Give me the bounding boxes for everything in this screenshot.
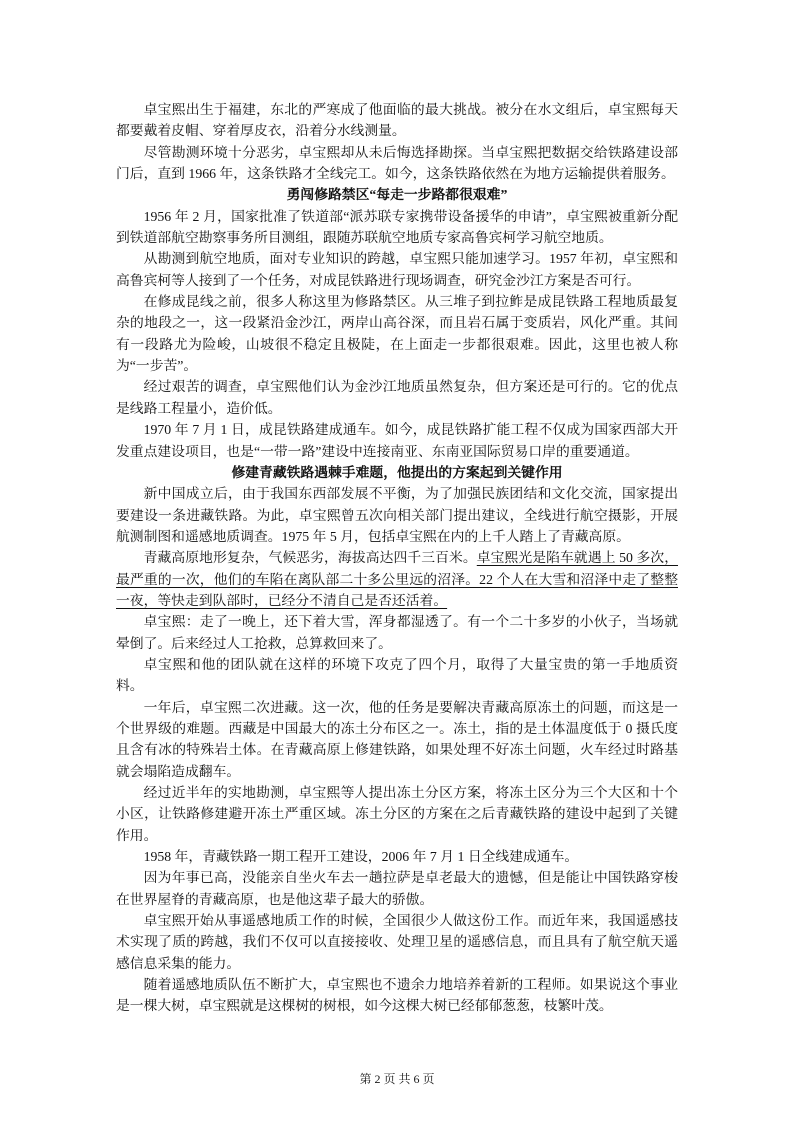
paragraph-quote-night-march: 卓宝熙：走了一晚上，还下着大雪，浑身都湿透了。有一个二十多岁的小伙子，当场就晕倒了。后来经过人工抢救，总算救回来了。 <box>116 614 678 651</box>
paragraph-aerial-geology-assignment: 1956 年 2 月，国家批准了铁道部“派苏联专家携带设备援华的申请”，卓宝熙被重新分配到铁道部航空勘察事务所目测组，跟随苏联航空地质专家高鲁宾柯学习航空地质。 <box>116 208 678 246</box>
intro-section <box>116 99 678 184</box>
intro-paragraph-railway-completion: 尽管勘测环境十分恶劣，卓宝熙却从未后悔选择勘探。当卓宝熙把数据交给铁路建设部门后，直到 1966 年，这条铁路才全线完工。如今，这条铁路依然在为地方运输提供着服务。 <box>116 144 678 182</box>
paragraph-chengkun-opening: 1970 年 7 月 1 日，成昆铁路建成通车。如今，成昆铁路扩能工程不仅成为国家西部大开发重点建设项目，也是“一带一路”建设中连接南亚、东南亚国际贸易口岸的重要通道。 <box>116 422 678 459</box>
section-forbidden-zone <box>116 184 678 461</box>
paragraph-remote-sensing-progress: 卓宝熙开始从事遥感地质工作的时候，全国很少人做这份工作。而近年来，我国遥感技术实现了质的跨越，我们不仅可以直接接收、处理卫星的遥感信息，而且具有了航空航天遥感信息采集的能力。 <box>116 913 678 971</box>
body-text <box>116 99 678 1017</box>
paragraph-plateau-hardship <box>116 547 678 611</box>
paragraph-chengkun-investigation: 从勘测到航空地质，面对专业知识的跨越，卓宝熙只能加速学习。1957 年初，卓宝熙和高鲁宾柯等人接到了一个任务，对成昆铁路进行现场调查，研究金沙江方案是否可行。 <box>116 251 678 288</box>
paragraph-lhasa-regret: 因为年事已高，没能亲自坐火车去一趟拉萨是卓老最大的遗憾，但是能让中国铁路穿梭在世界屋脊的青藏高原，也是他这辈子最大的骄傲。 <box>116 870 678 907</box>
section-qinghai-tibet <box>116 462 678 1017</box>
paragraph-lead-text: 青藏高原地形复杂，气候恶劣，海拔高达四千三百米。 <box>143 550 477 566</box>
underlined-passage: 卓宝熙光是陷车就遇上 50 多次，最严重的一次，他们的车陷在离队部二十多公里远的沼泽。22 个人在大雪和沼泽中走了整整一夜，等快走到队部时，已经分不清自己是否还活着。 <box>116 550 679 608</box>
section-heading-forbidden-zone: 勇闯修路禁区“每走一步路都很艰难” <box>286 187 508 203</box>
paragraph-tibet-railway-proposal: 新中国成立后，由于我国东西部发展不平衡，为了加强民族团结和文化交流，国家提出要建设一条进藏铁路。为此，卓宝熙曾五次向相关部门提出建议，全线进行航空摄影，开展航测制图和遥感地质调查。1975 年 5 月，包括卓宝熙在内的上千人踏上了青藏高原。 <box>116 486 678 544</box>
paragraph-permafrost-zoning: 经过近半年的实地勘测，卓宝熙等人提出冻土分区方案，将冻土区分为三个大区和十个小区，让铁路修建避开冻土严重区域。冻土分区的方案在之后青藏铁路的建设中起到了关键作用。 <box>116 785 678 843</box>
paragraph-four-months-survey: 卓宝熙和他的团队就在这样的环境下攻克了四个月，取得了大量宝贵的第一手地质资料。 <box>116 656 678 694</box>
paragraph-forbidden-zone: 在修成昆线之前，很多人称这里为修路禁区。从三堆子到拉鲊是成昆铁路工程地质最复杂的地段之一，这一段紧沿金沙江，两岸山高谷深，而且岩石属于变质岩，风化严重。其间有一段路尤为险峻，山坡很不稳定且极陡，在上面走一步都很艰难。因此，这里也被人称为“一步苦”。 <box>116 294 678 374</box>
paragraph-permafrost-problem: 一年后，卓宝熙二次进藏。这一次，他的任务是要解决青藏高原冻土的问题，而这是一个世界级的难题。西藏是中国最大的冻土分布区之一。冻土，指的是土体温度低于 0 摄氏度且含有冰的特殊岩土体。在青藏高原上修建铁路，如果处理不好冻土问题，火车经过时路基就会塌陷造成翻车。 <box>116 699 678 779</box>
paragraph-training-engineers: 随着遥感地质队伍不断扩大，卓宝熙也不遗余力地培养着新的工程师。如果说这个事业是一棵大树，卓宝熙就是这棵树的树根，如今这棵大树已经郁郁葱葱，枝繁叶茂。 <box>116 977 678 1014</box>
paragraph-jinsha-plan-feasible: 经过艰苦的调查，卓宝熙他们认为金沙江地质虽然复杂，但方案还是可行的。它的优点是线路工程量小，造价低。 <box>116 379 678 416</box>
section-heading-qinghai-tibet: 修建青藏铁路遇棘手难题，他提出的方案起到关键作用 <box>231 464 563 480</box>
intro-paragraph-northeast-survey: 卓宝熙出生于福建，东北的严寒成了他面临的最大挑战。被分在水文组后，卓宝熙每天都要戴着皮帽、穿着厚皮衣，沿着分水线测量。 <box>116 102 678 139</box>
page-number: 第 2 页 共 6 页 <box>359 1072 435 1086</box>
paragraph-railway-timeline: 1958 年，青藏铁路一期工程开工建设，2006 年 7 月 1 日全线建成通车。 <box>143 849 579 865</box>
